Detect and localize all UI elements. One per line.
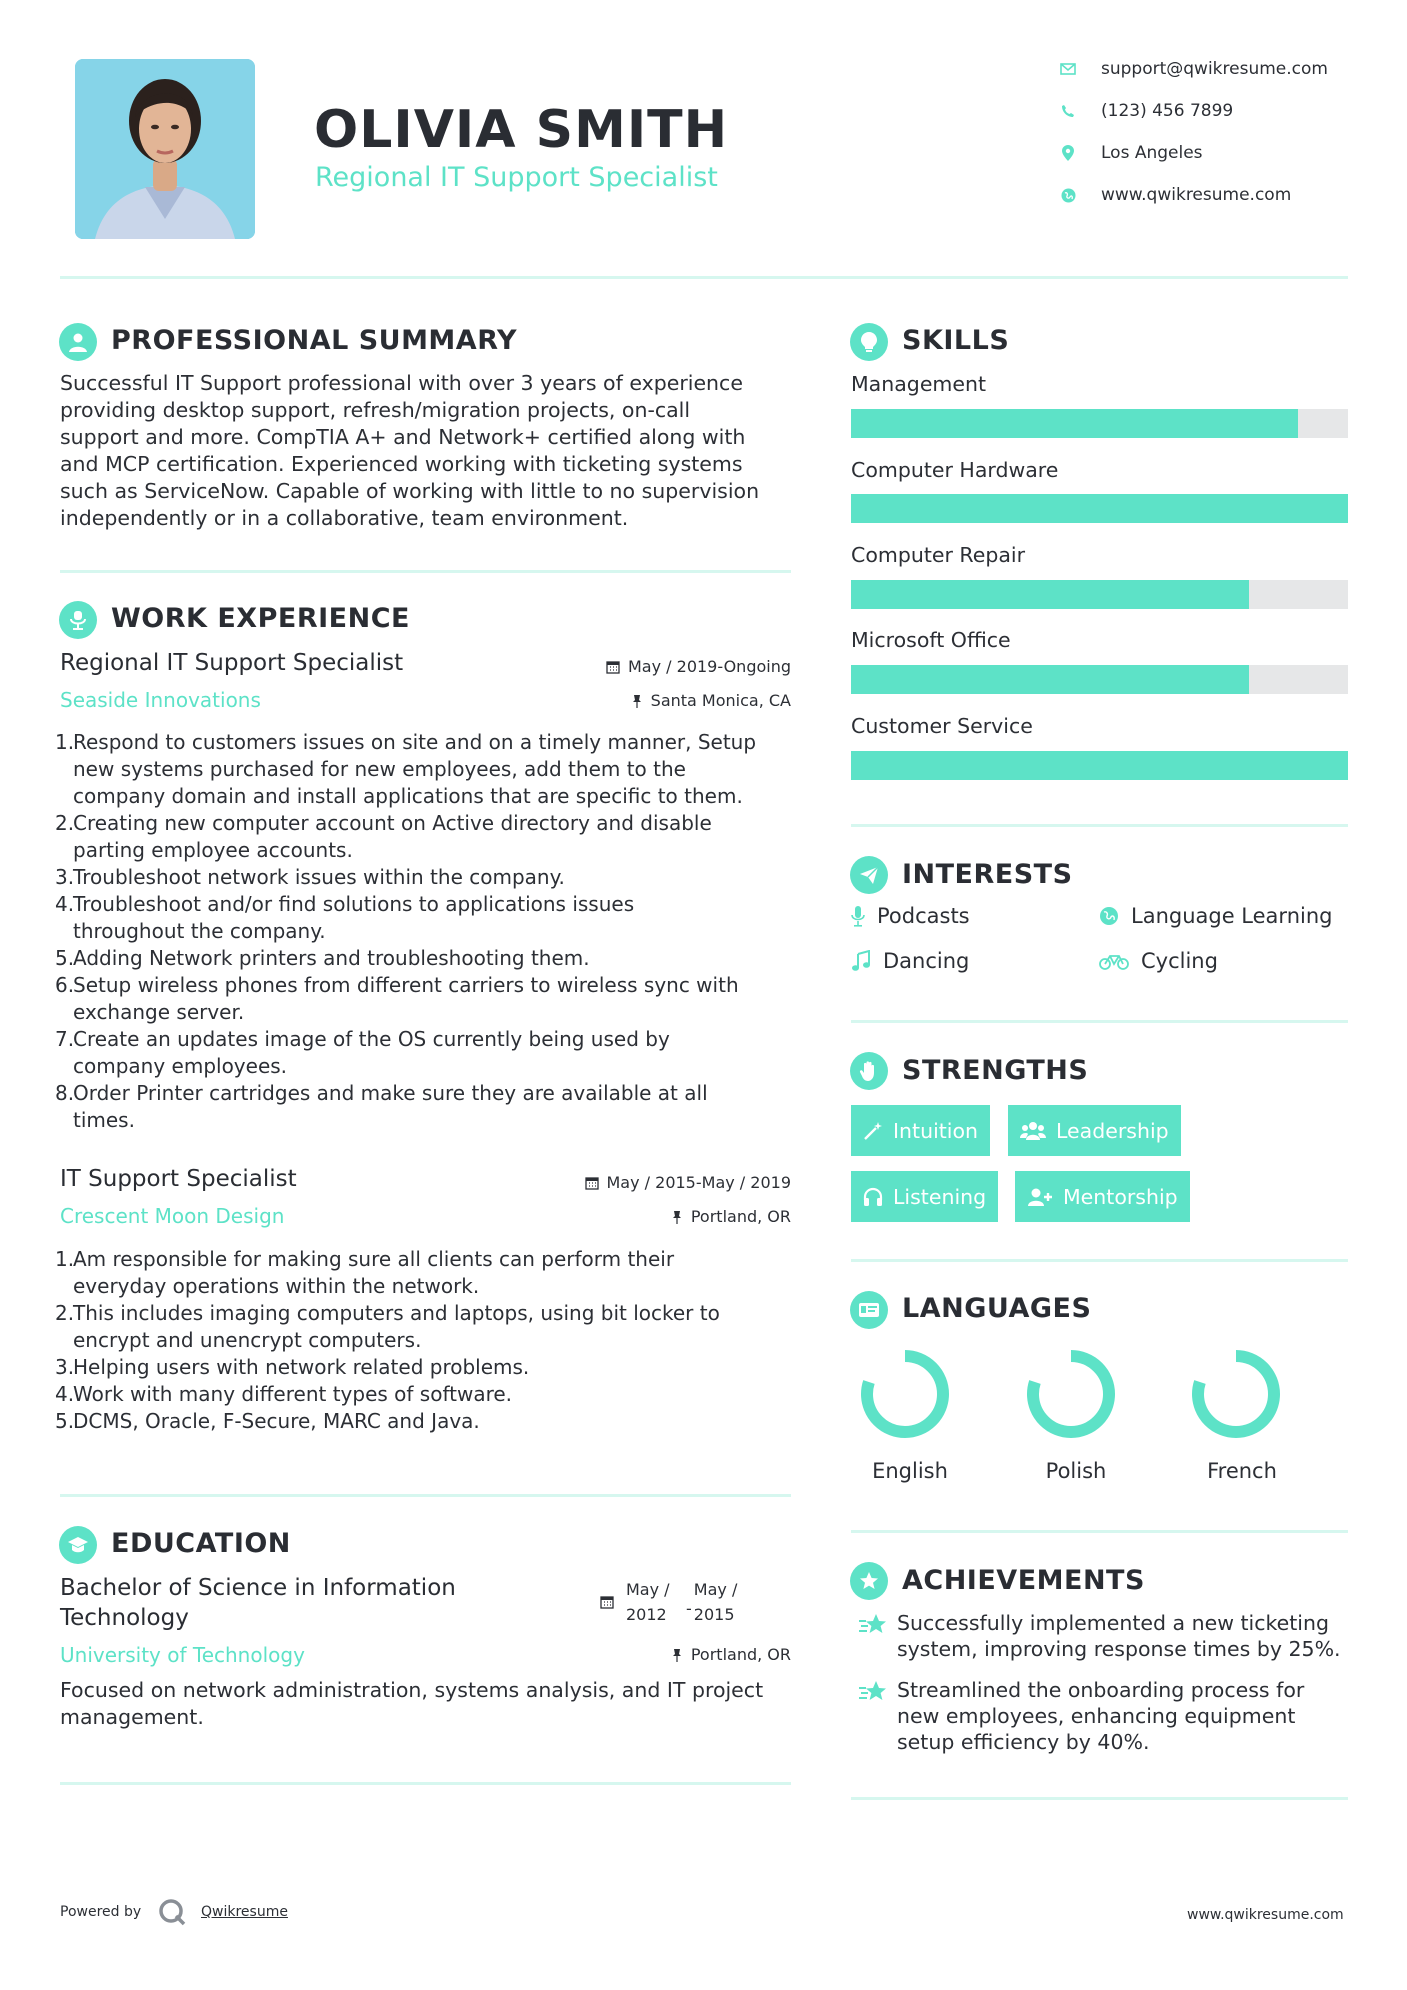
list-line: everyday operations within the network. (73, 1274, 480, 1298)
list-line: company employees. (73, 1054, 288, 1078)
achievement-line: Streamlined the onboarding process for (897, 1678, 1305, 1702)
date-part: 2015 (693, 1605, 735, 1624)
list-number: 2. (55, 811, 75, 835)
language-ring (1198, 1356, 1274, 1432)
users-icon (1020, 1121, 1046, 1141)
list-line: Respond to customers issues on site and on a timely manner, Setup (73, 730, 757, 754)
summary-line: independently or in a collaborative, team environment. (60, 506, 629, 530)
list-number: 2. (55, 1301, 75, 1325)
job-title: Regional IT Support Specialist (60, 650, 404, 676)
language-gauge (1025, 1348, 1117, 1444)
skill-bar-fill (851, 580, 1249, 609)
list-number: 5. (55, 1409, 75, 1433)
strength-label: Listening (893, 1184, 987, 1209)
skill-bar (851, 665, 1348, 694)
summary-line: providing desktop support, refresh/migration projects, on-call (60, 398, 691, 422)
summary-line: such as ServiceNow. Capable of working with little to no supervision (60, 479, 760, 503)
work-heading: WORK EXPERIENCE (111, 603, 410, 634)
list-item (55, 1354, 795, 1381)
headphones-icon (863, 1187, 883, 1207)
bicycle-icon (1099, 951, 1129, 971)
job-location-text: Portland, OR (690, 1207, 791, 1226)
list-number: 5. (55, 946, 75, 970)
email-text: support@qwikresume.com (1101, 59, 1328, 79)
calendar-icon (585, 1176, 599, 1190)
strength-label: Intuition (893, 1118, 979, 1143)
list-number: 7. (55, 1027, 75, 1051)
list-item (55, 1026, 795, 1080)
list-item (55, 864, 795, 891)
globe-icon (1055, 188, 1081, 203)
language-ring (1033, 1356, 1109, 1432)
phone-text: (123) 456 7899 (1101, 101, 1234, 121)
section-divider (851, 1259, 1348, 1262)
list-line: Create an updates image of the OS currently being used by (73, 1027, 670, 1051)
skill-bar (851, 580, 1348, 609)
list-line: Helping users with network related problems. (73, 1355, 530, 1379)
description-line: Focused on network administration, systems analysis, and IT project (60, 1678, 764, 1702)
job-location-text: Santa Monica, CA (650, 691, 791, 710)
summary-line: support and more. CompTIA A+ and Network+ certified along with (60, 425, 746, 449)
achievement-text (897, 1610, 1341, 1662)
section-divider (60, 1494, 791, 1497)
skill-bar-fill (851, 665, 1249, 694)
job-location (540, 691, 791, 710)
id-card-icon (850, 1291, 888, 1329)
skill-label: Management (851, 372, 987, 396)
strength-chip (851, 1105, 990, 1156)
strength-chip (1008, 1105, 1181, 1156)
contact-location (1055, 140, 1355, 166)
list-number: 3. (55, 1355, 75, 1379)
achievement-item (851, 1677, 1348, 1755)
list-item (55, 1080, 795, 1134)
avatar (75, 59, 255, 239)
list-line: Am responsible for making sure all clients can perform their (73, 1247, 675, 1271)
list-line: throughout the company. (73, 919, 326, 943)
language-ring (867, 1356, 943, 1432)
interest-item (851, 949, 969, 973)
interest-item (851, 904, 970, 928)
list-item (55, 891, 795, 945)
map-marker-icon (1055, 145, 1081, 161)
qwikresume-link[interactable]: Qwikresume (201, 1904, 288, 1920)
summary-line: Successful IT Support professional with over 3 years of experience (60, 371, 743, 395)
language-gauge (1190, 1348, 1282, 1444)
education-location-text: Portland, OR (690, 1645, 791, 1664)
section-divider (851, 1530, 1348, 1533)
achievement-line: Successfully implemented a new ticketing (897, 1611, 1329, 1635)
strength-chip (1015, 1171, 1190, 1222)
skill-bar (851, 751, 1348, 780)
achievement-line: new employees, enhancing equipment (897, 1704, 1296, 1728)
achievement-item (851, 1610, 1348, 1662)
list-line: Order Printer cartridges and make sure they are available at all (73, 1081, 708, 1105)
graduation-cap-icon (59, 1526, 97, 1564)
list-line: Troubleshoot and/or find solutions to applications issues (73, 892, 635, 916)
degree-line: Technology (60, 1605, 189, 1631)
section-divider (851, 1020, 1348, 1023)
contact-email[interactable] (1055, 56, 1355, 82)
education-date (600, 1577, 791, 1627)
list-line: Adding Network printers and troubleshooting them. (73, 946, 590, 970)
phone-icon (1055, 104, 1081, 118)
job-duties-list (55, 729, 795, 1134)
achievement-line: setup efficiency by 40%. (897, 1730, 1150, 1754)
list-item (55, 1408, 795, 1435)
pushpin-icon (671, 1210, 683, 1224)
date-part: 2012 (626, 1605, 667, 1624)
list-item (55, 1246, 795, 1300)
section-divider (60, 1782, 791, 1785)
job-date (540, 1173, 791, 1192)
user-plus-icon (1027, 1187, 1053, 1207)
list-number: 1. (55, 1247, 75, 1271)
list-line: exchange server. (73, 1000, 245, 1024)
school-name: University of Technology (60, 1643, 305, 1667)
interest-item (1099, 904, 1332, 928)
interest-label: Cycling (1141, 949, 1218, 973)
qwikresume-logo-icon (157, 1897, 187, 1931)
candidate-title: Regional IT Support Specialist (315, 162, 718, 193)
pushpin-icon (671, 1648, 683, 1662)
degree-title (60, 1573, 456, 1633)
job-duties-list (55, 1246, 795, 1435)
skill-bar-fill (851, 409, 1298, 438)
star-badge-icon (850, 1562, 888, 1600)
company-name: Seaside Innovations (60, 688, 261, 712)
section-divider (851, 1797, 1348, 1800)
list-line: DCMS, Oracle, F-Secure, MARC and Java. (73, 1409, 480, 1433)
date-part: May / (693, 1580, 738, 1599)
list-line: Troubleshoot network issues within the company. (73, 865, 565, 889)
list-line: company domain and install applications that are specific to them. (73, 784, 743, 808)
list-item (55, 810, 795, 864)
skill-bar (851, 494, 1348, 523)
interests-heading: INTERESTS (902, 859, 1073, 890)
list-item (55, 1300, 795, 1354)
calendar-icon (606, 660, 620, 674)
lightbulb-icon (850, 323, 888, 361)
summary-line: and MCP certification. Experienced working with ticketing systems (60, 452, 743, 476)
list-number: 1. (55, 730, 75, 754)
job-location (540, 1207, 791, 1226)
list-item (55, 945, 795, 972)
language-label: Polish (1045, 1459, 1107, 1483)
globe-icon (1099, 906, 1119, 926)
list-item (55, 729, 795, 810)
section-divider (851, 824, 1348, 827)
interest-label: Podcasts (877, 904, 970, 928)
skills-heading: SKILLS (902, 325, 1010, 356)
skill-bar (851, 409, 1348, 438)
education-date-end (694, 1577, 738, 1627)
date-dash: - (686, 1598, 692, 1618)
achievements-heading: ACHIEVEMENTS (902, 1565, 1145, 1596)
education-description (60, 1677, 800, 1731)
language-label: French (1207, 1459, 1277, 1483)
magic-wand-icon (863, 1121, 883, 1141)
list-item (55, 972, 795, 1026)
location-text: Los Angeles (1101, 143, 1203, 163)
list-line: This includes imaging computers and laptops, using bit locker to (73, 1301, 720, 1325)
list-line: new systems purchased for new employees, add them to the (73, 757, 686, 781)
degree-line: Bachelor of Science in Information (60, 1575, 456, 1601)
interest-label: Language Learning (1131, 904, 1333, 928)
list-number: 4. (55, 892, 75, 916)
star-icon (851, 1679, 897, 1705)
microphone-icon (851, 905, 865, 927)
languages-heading: LANGUAGES (902, 1293, 1092, 1324)
list-number: 8. (55, 1081, 75, 1105)
calendar-icon (600, 1595, 614, 1609)
achievement-text (897, 1677, 1304, 1755)
summary-heading: PROFESSIONAL SUMMARY (111, 325, 518, 356)
list-line: Setup wireless phones from different carriers to wireless sync with (73, 973, 739, 997)
powered-by-text: Powered by (60, 1904, 142, 1920)
list-number: 4. (55, 1382, 75, 1406)
education-date-start (626, 1577, 684, 1627)
list-line: parting employee accounts. (73, 838, 353, 862)
interest-item (1099, 949, 1218, 973)
strength-label: Mentorship (1063, 1184, 1178, 1209)
skill-label: Computer Repair (851, 543, 1026, 567)
job-title: IT Support Specialist (60, 1166, 297, 1192)
job-date-text: May / 2019-Ongoing (628, 657, 791, 676)
strength-label: Leadership (1056, 1118, 1169, 1143)
skill-label: Microsoft Office (851, 628, 1011, 652)
language-gauge (859, 1348, 951, 1444)
achievement-line: system, improving response times by 25%. (897, 1637, 1341, 1661)
interest-label: Dancing (883, 949, 970, 973)
list-item (55, 1381, 795, 1408)
briefcase-icon (59, 601, 97, 639)
star-icon (851, 1612, 897, 1638)
music-note-icon (851, 950, 871, 972)
list-line: Creating new computer account on Active directory and disable (73, 811, 712, 835)
list-line: encrypt and unencrypt computers. (73, 1328, 422, 1352)
paper-plane-icon (850, 856, 888, 894)
skill-label: Customer Service (851, 714, 1033, 738)
job-date-text: May / 2015-May / 2019 (606, 1173, 791, 1192)
footer-website-link[interactable]: www.qwikresume.com (1187, 1907, 1344, 1923)
list-number: 6. (55, 973, 75, 997)
list-number: 3. (55, 865, 75, 889)
contact-website[interactable] (1055, 182, 1355, 208)
company-name: Crescent Moon Design (60, 1204, 285, 1228)
profile-photo (75, 59, 255, 239)
date-part: May / (626, 1580, 670, 1599)
pushpin-icon (631, 694, 643, 708)
candidate-name: OLIVIA SMITH (314, 100, 729, 160)
list-line: Work with many different types of software. (73, 1382, 513, 1406)
envelope-icon (1055, 63, 1081, 75)
strengths-heading: STRENGTHS (902, 1055, 1089, 1086)
contact-phone (1055, 98, 1355, 124)
list-line: times. (73, 1108, 135, 1132)
summary-text (60, 370, 790, 532)
education-heading: EDUCATION (111, 1528, 291, 1559)
strength-chip (851, 1171, 998, 1222)
job-date (540, 657, 791, 676)
education-location (540, 1645, 791, 1664)
skill-label: Computer Hardware (851, 458, 1059, 482)
skill-bar-fill (851, 751, 1348, 780)
language-label: English (872, 1459, 948, 1483)
hand-icon (850, 1052, 888, 1090)
section-divider (60, 570, 791, 573)
user-icon (59, 323, 97, 361)
header-divider (60, 276, 1348, 279)
website-text: www.qwikresume.com (1101, 185, 1292, 205)
description-line: management. (60, 1705, 204, 1729)
skill-bar-fill (851, 494, 1348, 523)
